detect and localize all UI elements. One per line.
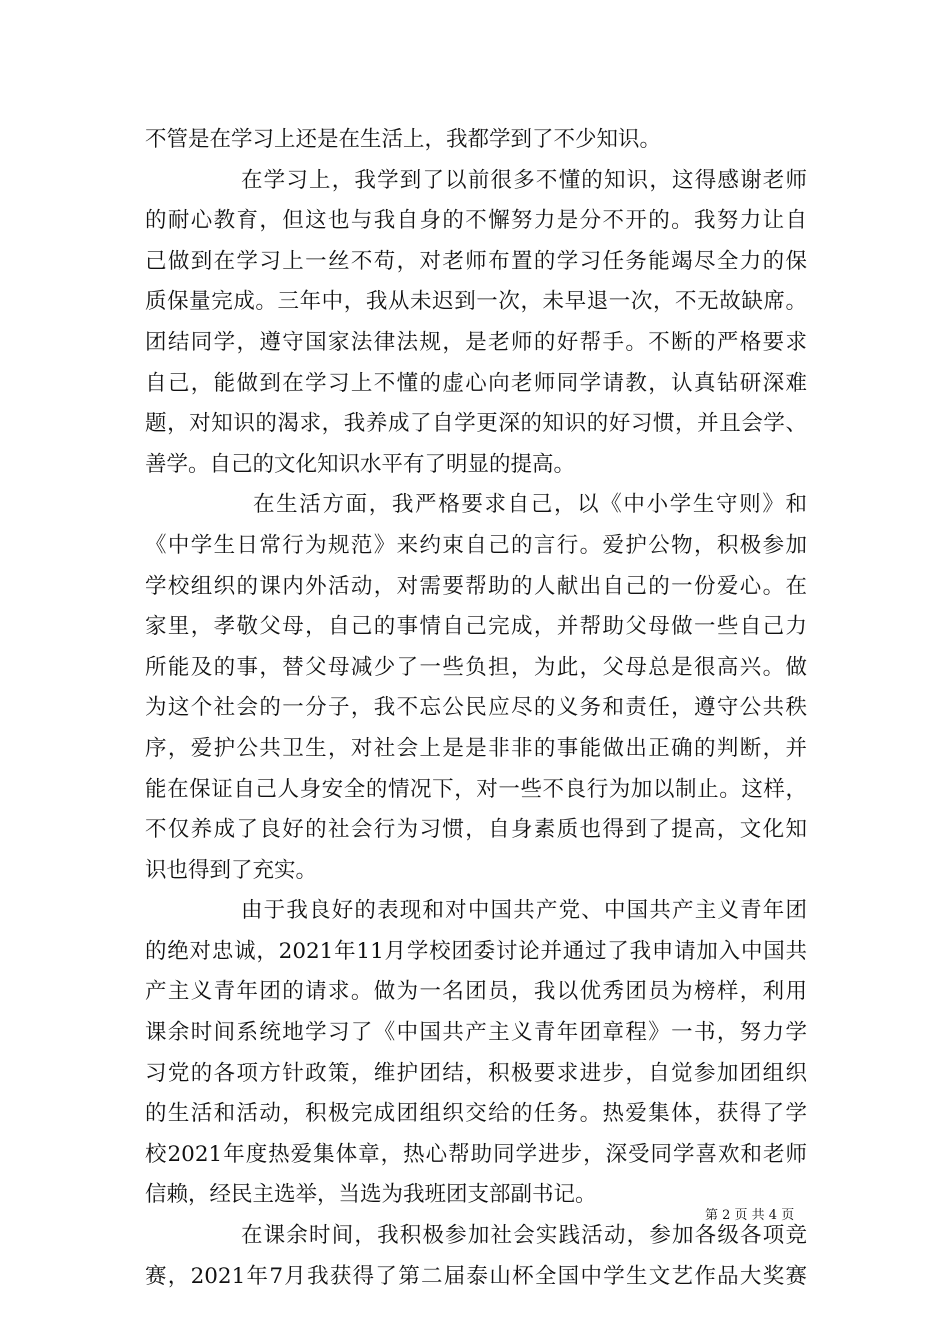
text-line: 课余时间系统地学习了《中国共产主义青年团章程》一书，努力学 bbox=[145, 1020, 807, 1046]
text-line: 的绝对忠诚，2021年11月学校团委讨论并通过了我申请加入中国共 bbox=[145, 938, 807, 964]
text-line: 所能及的事，替父母减少了一些负担，为此，父母总是很高兴。做 bbox=[145, 654, 807, 680]
paragraph-activities bbox=[145, 1216, 807, 1297]
text-line: 团结同学，遵守国家法律法规，是老师的好帮手。不断的严格要求 bbox=[145, 329, 807, 355]
text-line: 家里，孝敬父母，自己的事情自己完成，并帮助父母做一些自己力 bbox=[145, 614, 807, 640]
text-line: 《中学生日常行为规范》来约束自己的言行。爱护公物，积极参加 bbox=[145, 532, 807, 558]
paragraph-continuation bbox=[145, 120, 807, 161]
paragraph-life bbox=[145, 485, 807, 891]
text-line: 善学。自己的文化知识水平有了明显的提高。 bbox=[145, 451, 576, 477]
text-line: 产主义青年团的请求。做为一名团员，我以优秀团员为榜样，利用 bbox=[145, 979, 807, 1005]
text-line: 习党的各项方针政策，维护团结，积极要求进步，自觉参加团组织 bbox=[145, 1060, 807, 1086]
text-line: 序，爱护公共卫生，对社会上是是非非的事能做出正确的判断，并 bbox=[145, 735, 807, 761]
text-line: 不仅养成了良好的社会行为习惯，自身素质也得到了提高，文化知 bbox=[145, 817, 807, 843]
text-line: 信赖，经民主选举，当选为我班团支部副书记。 bbox=[145, 1182, 597, 1208]
text-line: 由于我良好的表现和对中国共产党、中国共产主义青年团 bbox=[241, 898, 807, 924]
text-line: 质保量完成。三年中，我从未迟到一次，未早退一次，不无故缺席。 bbox=[145, 289, 807, 315]
text-line: 为这个社会的一分子，我不忘公民应尽的义务和责任，遵守公共秩 bbox=[145, 695, 807, 721]
paragraph-league bbox=[145, 891, 807, 1216]
text-line: 的耐心教育，但这也与我自身的不懈努力是分不开的。我努力让自 bbox=[145, 208, 807, 234]
text-line: 的生活和活动，积极完成团组织交给的任务。热爱集体，获得了学 bbox=[145, 1101, 807, 1127]
text-line: 题，对知识的渴求，我养成了自学更深的知识的好习惯，并且会学、 bbox=[145, 411, 807, 437]
paragraph-study bbox=[145, 161, 807, 486]
text-line: 学校组织的课内外活动，对需要帮助的人献出自己的一份爱心。在 bbox=[145, 573, 807, 599]
text-line: 在学习上，我学到了以前很多不懂的知识，这得感谢老师 bbox=[241, 167, 807, 193]
text-line: 赛，2021年7月我获得了第二届泰山杯全国中学生文艺作品大奖赛 bbox=[145, 1263, 807, 1289]
body-text bbox=[145, 120, 807, 1297]
text-line: 能在保证自己人身安全的情况下，对一些不良行为加以制止。这样， bbox=[145, 776, 807, 802]
text-line: 己做到在学习上一丝不苟，对老师布置的学习任务能竭尽全力的保 bbox=[145, 248, 807, 274]
text-line: 校2021年度热爱集体章，热心帮助同学进步，深受同学喜欢和老师 bbox=[145, 1141, 807, 1167]
text-line: 自己，能做到在学习上不懂的虚心向老师同学请教，认真钻研深难 bbox=[145, 370, 807, 396]
text-line: 在生活方面，我严格要求自己，以《中小学生守则》和 bbox=[253, 492, 807, 518]
text-line: 识也得到了充实。 bbox=[145, 857, 318, 883]
text-line: 在课余时间，我积极参加社会实践活动，参加各级各项竞 bbox=[241, 1223, 807, 1249]
page-number-footer: 第 2 页 共 4 页 bbox=[705, 1208, 795, 1223]
text-line: 不管是在学习上还是在生活上，我都学到了不少知识。 bbox=[145, 127, 662, 152]
